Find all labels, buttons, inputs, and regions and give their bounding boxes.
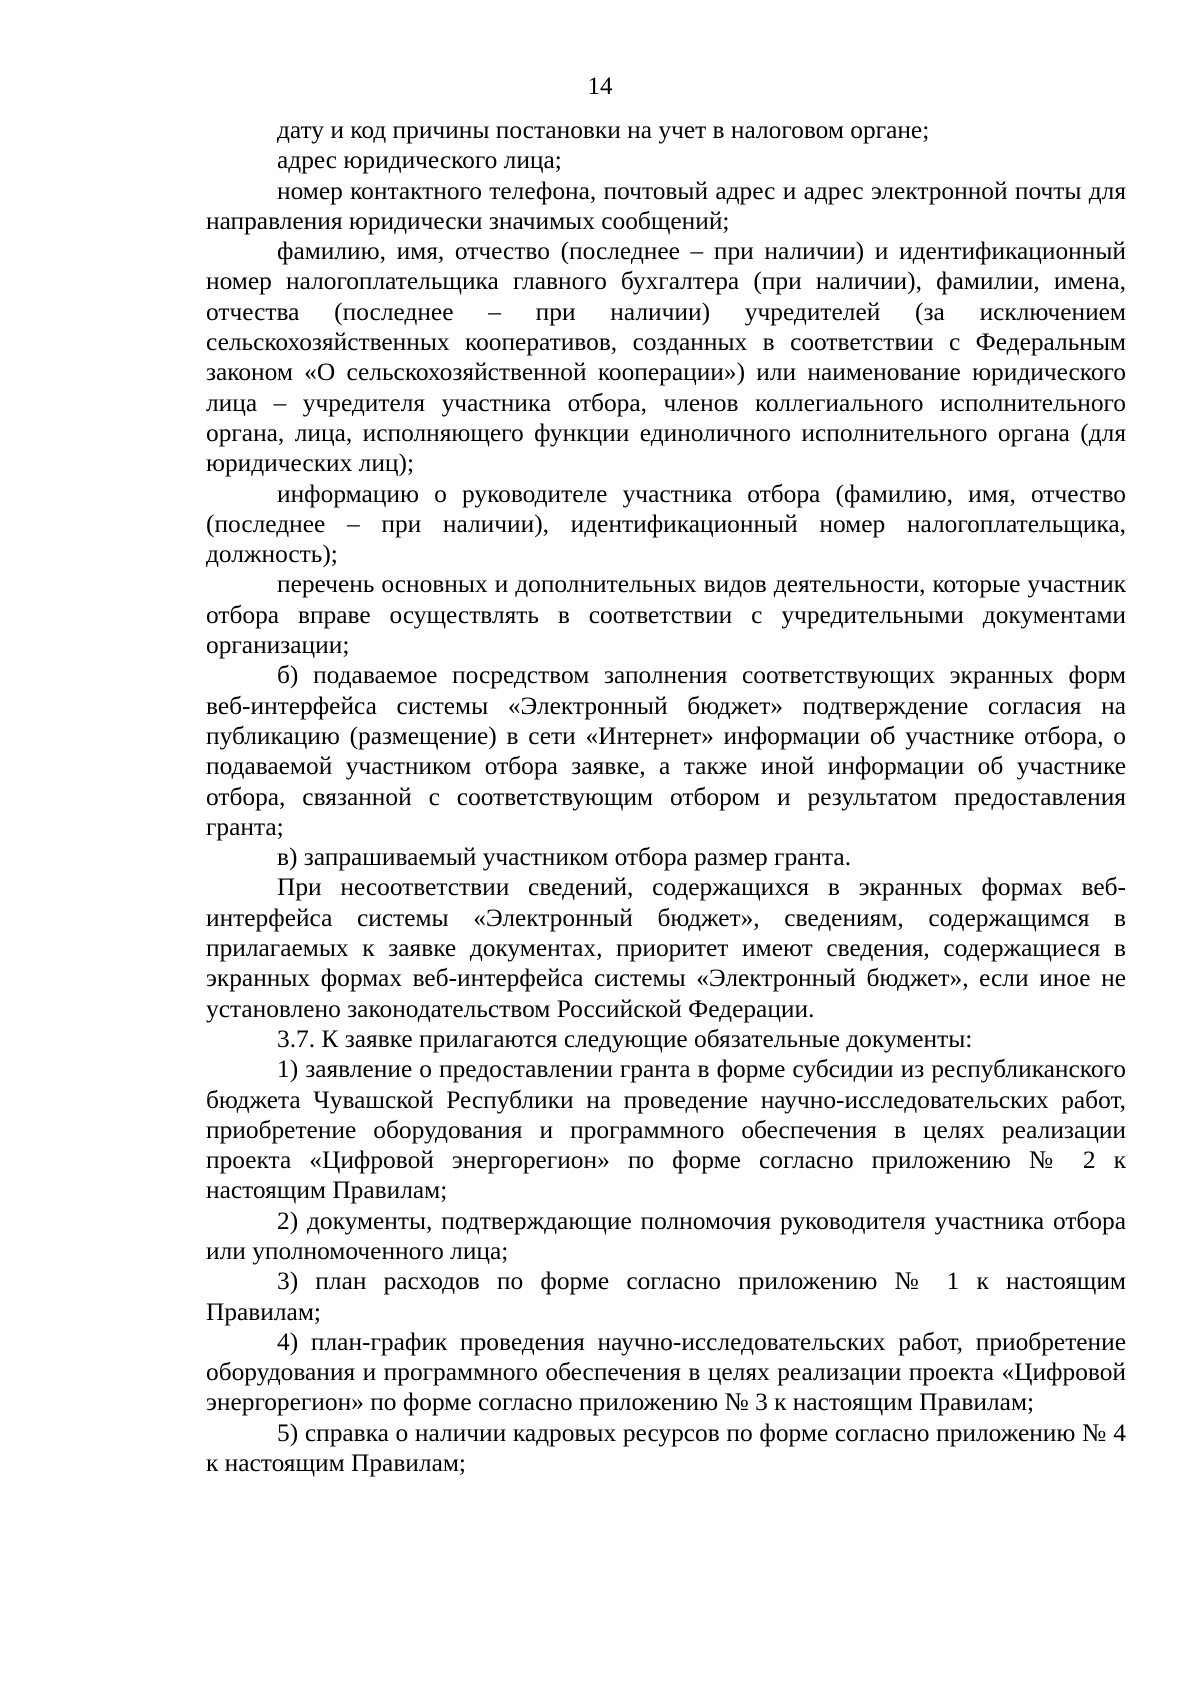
paragraph-doc-2: 2) документы, подтверждающие полномочия руководителя участника отбора или уполномоченного лица; xyxy=(206,1206,1126,1265)
paragraph-doc-1: 1) заявление о предоставлении гранта в форме субсидии из республиканского бюджета Чувашской Республики на проведение научно-исследовательских работ, приобретение оборудования и программного обеспечения в целях реализации проекта «Цифровой энергорегион» по форме согласно приложению № 2 к настоящим Правилам; xyxy=(206,1055,1126,1205)
paragraph-legal-address: адрес юридического лица; xyxy=(277,146,562,175)
paragraph-discrepancy: При несоответствии сведений, содержащихся в экранных формах веб-интерфейса системы «Электронный бюджет», сведениям, содержащимся в прилагаемых к заявке документах, приоритет имеют сведения, содержащиеся в экранных формах веб-интерфейса системы «Электронный бюджет», если иное не установлено законодательством Российской Федерации. xyxy=(206,873,1126,1023)
paragraph-doc-3: 3) план расходов по форме согласно приложению № 1 к настоящим Правилам; xyxy=(206,1267,1126,1326)
paragraph-contact-info: номер контактного телефона, почтовый адрес и адрес электронной почты для направления юридически значимых сообщений; xyxy=(206,176,1126,235)
document-body xyxy=(206,115,1126,1478)
paragraph-accountant-founders: фамилию, имя, отчество (последнее – при наличии) и идентификационный номер налогоплательщика главного бухгалтера (при наличии), фамилии, имена, отчества (последнее – при наличии) учредителей (за исключением сельскохозяйственных кооперативов, созданных в соответствии с Федеральным законом «О сельскохозяйственной кооперации») или наименование юридического лица – учредителя участника отбора, членов коллегиального исполнительного органа, лица, исполняющего функции единоличного исполнительного органа (для юридических лиц); xyxy=(206,237,1126,478)
page-number: 14 xyxy=(587,73,613,100)
paragraph-section-3-7: 3.7. К заявке прилагаются следующие обязательные документы: xyxy=(277,1024,973,1053)
paragraph-head-info: информацию о руководителе участника отбора (фамилию, имя, отчество (последнее – при наличии), идентификационный номер налогоплательщика, должность); xyxy=(206,479,1126,569)
paragraph-doc-4: 4) план-график проведения научно-исследовательских работ, приобретение оборудования и программного обеспечения в целях реализации проекта «Цифровой энергорегион» по форме согласно приложению № 3 к настоящим Правилам; xyxy=(206,1327,1126,1417)
paragraph-registration-date: дату и код причины постановки на учет в налоговом органе; xyxy=(277,116,930,144)
paragraph-activities: перечень основных и дополнительных видов деятельности, которые участник отбора вправе осуществлять в соответствии с учредительными документами организации; xyxy=(206,570,1126,660)
paragraph-doc-5: 5) справка о наличии кадровых ресурсов по форме согласно приложению № 4 к настоящим Правилам; xyxy=(206,1418,1126,1478)
paragraph-item-b: б) подаваемое посредством заполнения соответствующих экранных форм веб-интерфейса системы «Электронный бюджет» подтверждение согласия на публикацию (размещение) в сети «Интернет» информации об участнике отбора, о подаваемой участником отбора заявке, а также иной информации об участнике отбора, связанной с соответствующим отбором и результатом предоставления гранта; xyxy=(206,661,1126,841)
paragraph-item-v: в) запрашиваемый участником отбора размер гранта. xyxy=(277,843,852,872)
